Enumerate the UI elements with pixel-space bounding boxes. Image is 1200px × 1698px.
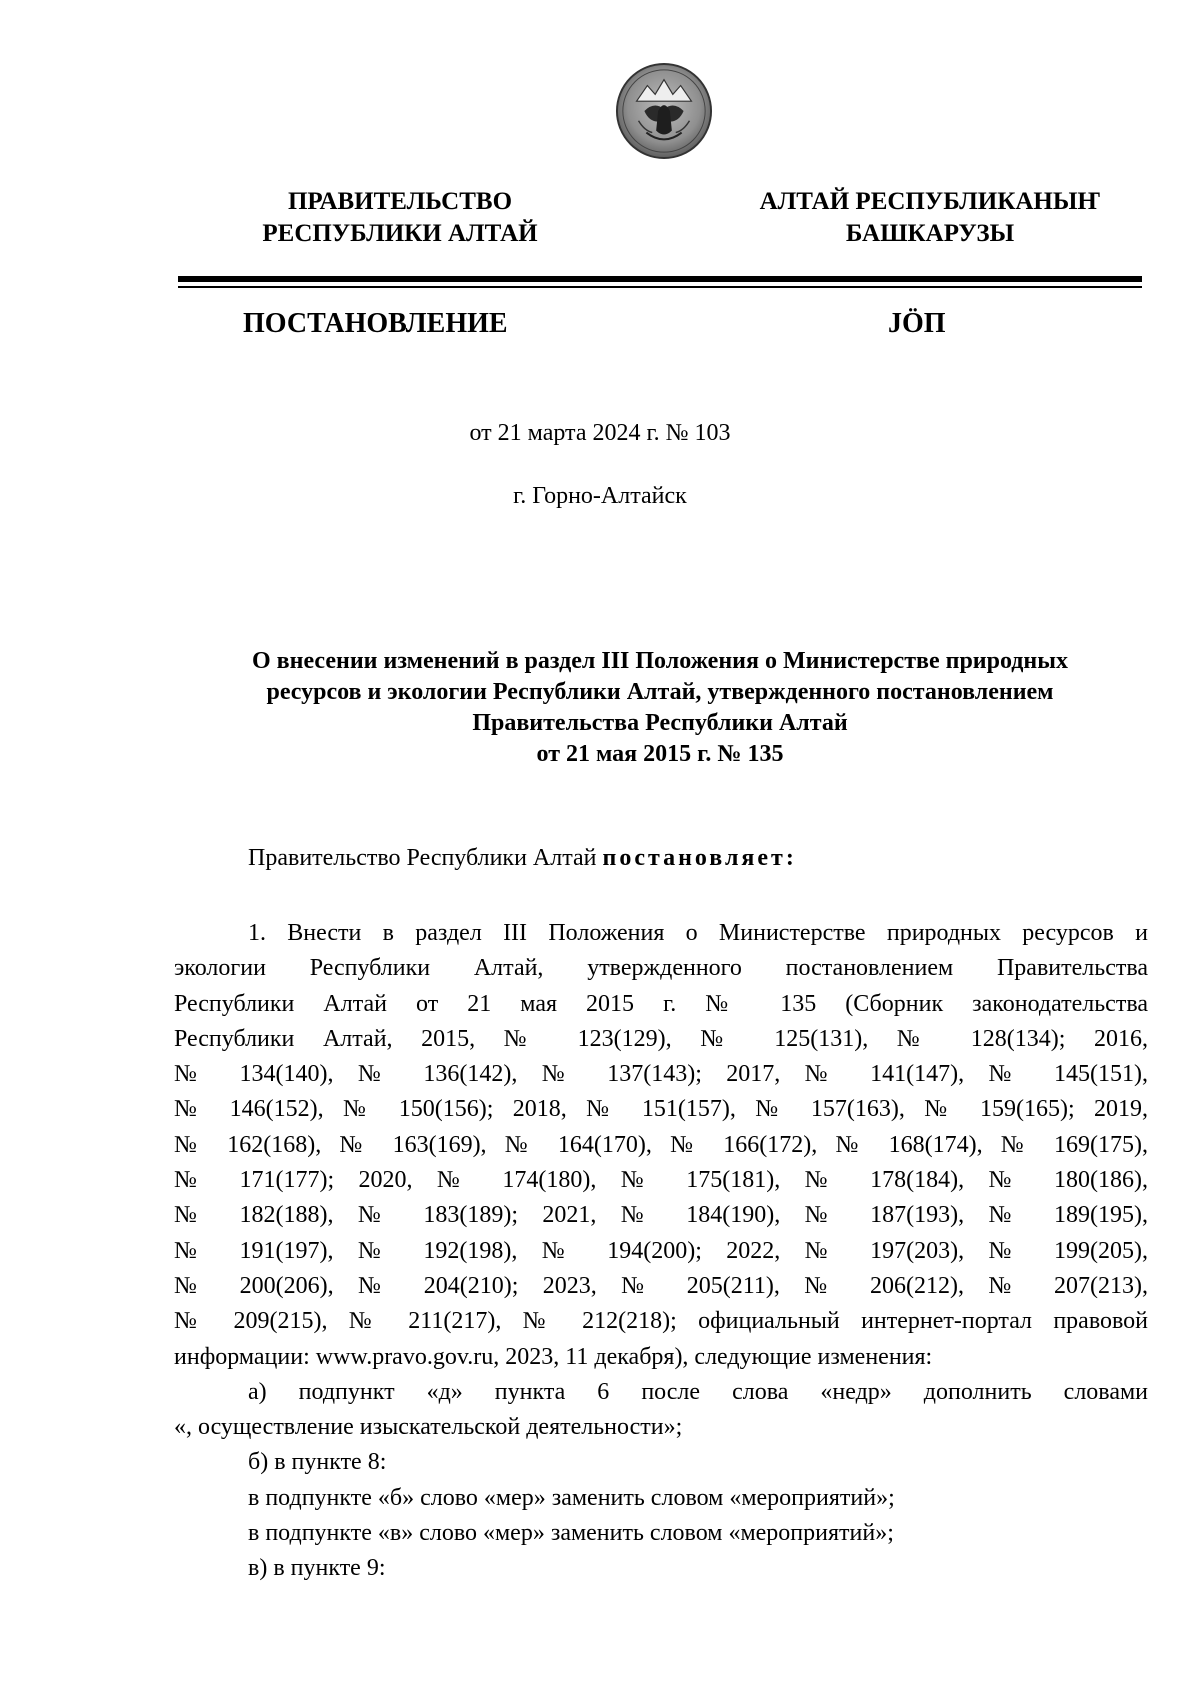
document-title <box>170 646 1150 770</box>
body-line: № 171(177); 2020, № 174(180), № 175(181), № 178(184), № 180(186), <box>174 1167 1148 1194</box>
document-type-alt: JӦП <box>888 308 946 339</box>
title-line: О внесении изменений в раздел III Положения о Министерстве природных <box>252 648 1068 674</box>
header-divider-thick <box>178 276 1142 282</box>
preamble-decree-word: постановляет: <box>602 845 797 871</box>
body-line: № 191(197), № 192(198), № 194(200); 2022, № 197(203), № 199(205), <box>174 1237 1148 1264</box>
body-line: в подпункте «б» слово «мер» заменить словом «мероприятий»; <box>248 1484 895 1511</box>
body-line: экологии Республики Алтай, утвержденного постановлением Правительства <box>174 955 1148 982</box>
header-left-line-2: РЕСПУБЛИКИ АЛТАЙ <box>262 220 538 247</box>
body-line: № 182(188), № 183(189); 2021, № 184(190), № 187(193), № 189(195), <box>174 1202 1148 1229</box>
header-right-line-2: БАШКАРУЗЫ <box>845 220 1015 247</box>
coat-of-arms-icon <box>615 62 713 160</box>
body-line: № 209(215), № 211(217), № 212(218); официальный интернет-портал правовой <box>174 1308 1148 1335</box>
preamble <box>248 843 797 873</box>
document-date-number: от 21 марта 2024 г. № 103 <box>469 420 731 446</box>
body-line: Республики Алтай от 21 мая 2015 г. № 135 (Сборник законодательства <box>174 990 1148 1017</box>
title-line: Правительства Республики Алтай <box>472 710 848 736</box>
body-line: № 146(152), № 150(156); 2018, № 151(157), № 157(163), № 159(165); 2019, <box>174 1096 1148 1123</box>
body-line: № 162(168), № 163(169), № 164(170), № 166(172), № 168(174), № 169(175), <box>174 1131 1148 1158</box>
body-line: в) в пункте 9: <box>248 1555 386 1582</box>
header-left-line-1: ПРАВИТЕЛЬСТВО <box>287 188 513 215</box>
header-divider-thin <box>178 286 1142 288</box>
body-line: № 200(206), № 204(210); 2023, № 205(211), № 206(212), № 207(213), <box>174 1272 1148 1299</box>
body-line: «, осуществление изыскательской деятельности»; <box>174 1414 683 1441</box>
header-right-line-1: АЛТАЙ РЕСПУБЛИКАНЫҤ <box>759 188 1101 215</box>
document-type-ru: ПОСТАНОВЛЕНИЕ <box>243 308 508 339</box>
body-line: информации: www.pravo.gov.ru, 2023, 11 декабря), следующие изменения: <box>174 1343 933 1370</box>
title-line: от 21 мая 2015 г. № 135 <box>536 741 784 767</box>
body-line: в подпункте «в» слово «мер» заменить словом «мероприятий»; <box>248 1520 894 1547</box>
body-line: а) подпункт «д» пункта 6 после слова «недр» дополнить словами <box>248 1378 1148 1405</box>
body-line: Республики Алтай, 2015, № 123(129), № 125(131), № 128(134); 2016, <box>174 1025 1148 1052</box>
body-line: 1. Внести в раздел III Положения о Министерстве природных ресурсов и <box>248 920 1148 946</box>
document-body <box>174 916 1148 1587</box>
preamble-text: Правительство Республики Алтай <box>248 845 603 871</box>
header-right-authority <box>730 186 1130 250</box>
title-line: ресурсов и экологии Республики Алтай, утвержденного постановлением <box>266 679 1054 705</box>
body-line: б) в пункте 8: <box>248 1449 387 1476</box>
body-line: № 134(140), № 136(142), № 137(143); 2017, № 141(147), № 145(151), <box>174 1061 1148 1088</box>
header-left-authority <box>230 186 570 250</box>
document-city: г. Горно-Алтайск <box>513 483 687 509</box>
